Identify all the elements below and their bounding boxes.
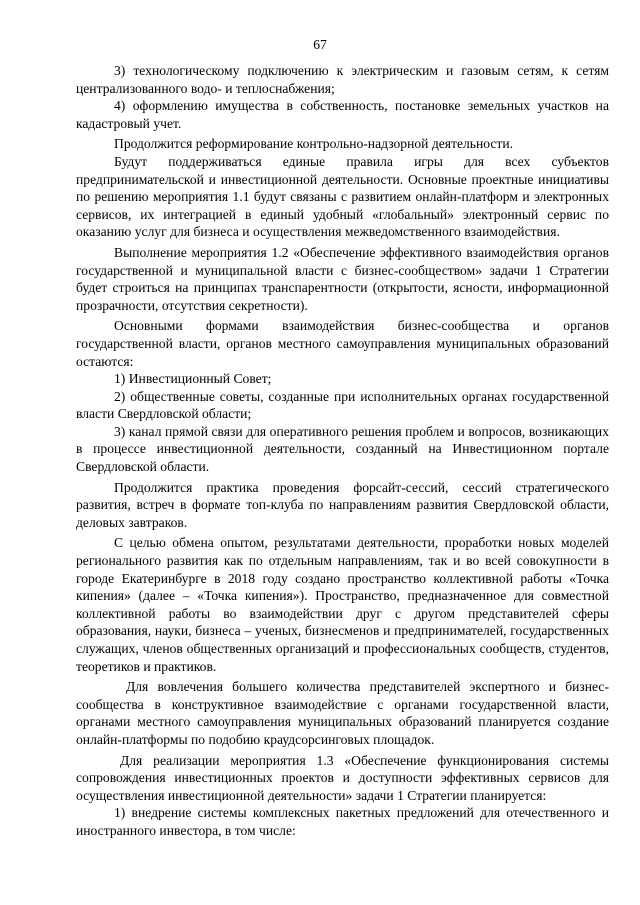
paragraph: 2) общественные советы, созданные при исполнительных органах государственной власти Свердловской области; xyxy=(76,388,609,422)
paragraph: Для вовлечения большего количества представителей экспертного и бизнес-сообщества в конструктивное взаимодействие с органами государственной власти, органами местного самоуправления муниципальных образований планируется создание онлайн-платформы по подобию краудсорсинговых площадок. xyxy=(76,679,609,747)
paragraph: Основными формами взаимодействия бизнес-сообщества и органов государственной власти, органов местного самоуправления муниципальных образований остаются: xyxy=(76,318,609,369)
document-body xyxy=(76,62,609,840)
paragraph: Для реализации мероприятия 1.3 «Обеспечение функционирования системы сопровождения инвестиционных проектов и доступности эффективных сервисов для осуществления инвестиционной деятельности» задачи 1 Стратегии планируется: xyxy=(76,752,609,803)
paragraph: 4) оформлению имущества в собственность, постановке земельных участков на кадастровый учет. xyxy=(76,98,609,131)
paragraph: Продолжится реформирование контрольно-надзорной деятельности. xyxy=(114,136,514,152)
paragraph: 1) внедрение системы комплексных пакетных предложений для отечественного и иностранного инвестора, в том числе: xyxy=(76,805,609,838)
paragraph: Будут поддерживаться единые правила игры для всех субъектов предпринимательской и инвестиционной деятельности. Основные проектные инициативы по решению мероприятия 1.1 будут связаны с развитием онлайн-платформ и электронных сервисов, их интеграцией в единый удобный «глобальный» электронный сервис по оказанию услуг для бизнеса и осуществления межведомственного взаимодействия. xyxy=(76,153,609,240)
paragraph: 3) технологическому подключению к электрическим и газовым сетям, к сетям централизованного водо- и теплоснабжения; xyxy=(76,63,609,96)
paragraph: 1) Инвестиционный Совет; xyxy=(114,371,272,387)
paragraph: С целью обмена опытом, результатами деятельности, проработки новых моделей регионального развития как по отдельным направлениям, так и во всей совокупности в городе Екатеринбурге в 2018 году создано пространство коллективной работы «Точка кипения» (далее – «Точка кипения»). Пространство, предназначенное для совместной коллективной работы во взаимодействии друг с другом представителей сферы образования, науки, бизнеса – ученых, бизнесменов и предпринимателей, государственных служащих, членов общественных организаций и профессиональных сообществ, студентов, теоретиков и практиков. xyxy=(76,535,609,674)
paragraph: 3) канал прямой связи для оперативного решения проблем и вопросов, возникающих в процессе инвестиционной деятельности, созданный на Инвестиционном портале Свердловской области. xyxy=(76,423,609,475)
paragraph: Выполнение мероприятия 1.2 «Обеспечение эффективного взаимодействия органов государственной и муниципальной власти с бизнес-сообществом» задачи 1 Стратегии будет строиться на принципах транспарентности (открытости, ясности, информационной прозрачности, отсутствия секретности). xyxy=(76,244,609,313)
paragraph: Продолжится практика проведения форсайт-сессий, сессий стратегического развития, встреч в формате топ-клуба по направлениям развития Свердловской области, деловых завтраков. xyxy=(76,479,609,530)
page-number: 67 xyxy=(313,37,327,52)
